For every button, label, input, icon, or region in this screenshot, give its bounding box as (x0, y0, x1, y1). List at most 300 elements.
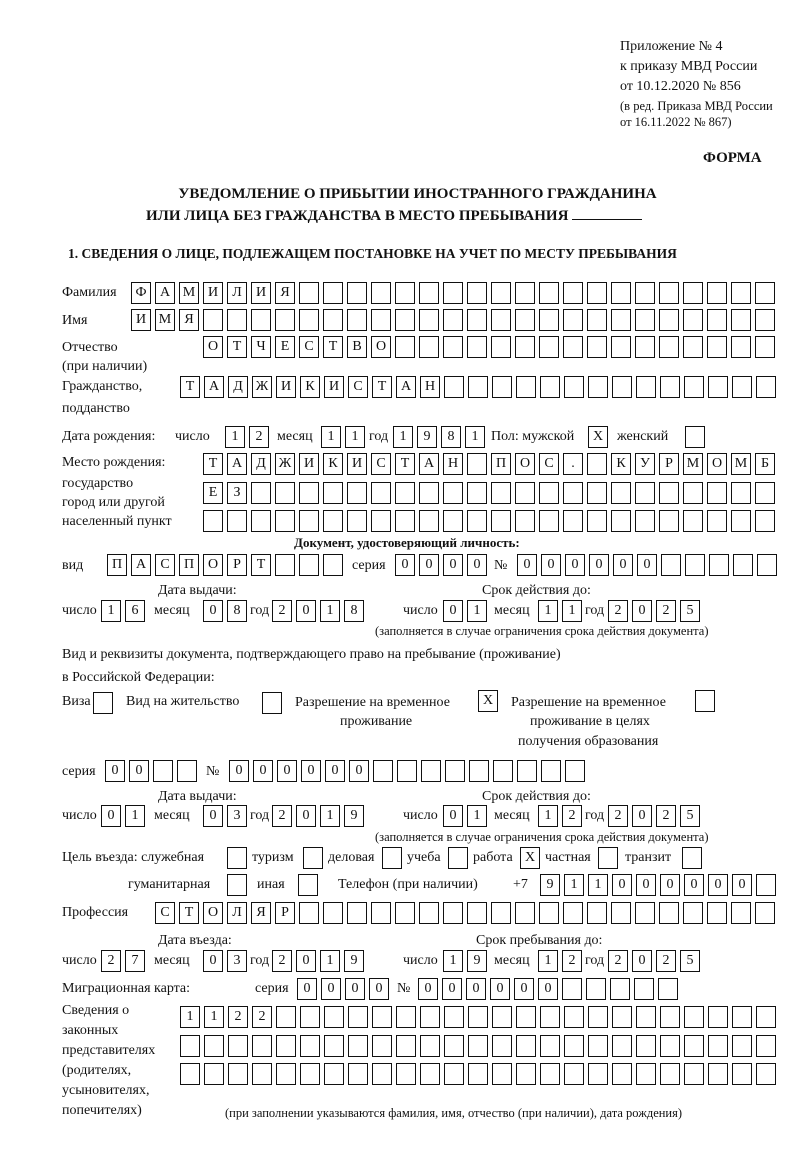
checkbox-cell[interactable] (227, 874, 247, 896)
char-cell[interactable] (539, 510, 559, 532)
char-cell[interactable] (467, 453, 487, 475)
char-cell[interactable] (755, 282, 775, 304)
char-cell[interactable] (540, 1035, 560, 1057)
char-cell[interactable] (300, 1006, 320, 1028)
char-cell[interactable] (564, 1006, 584, 1028)
char-cell[interactable] (732, 376, 752, 398)
char-cell[interactable] (300, 1063, 320, 1085)
char-cell[interactable]: 1 (465, 426, 485, 448)
char-cell[interactable]: 3 (227, 805, 247, 827)
char-cell[interactable] (683, 482, 703, 504)
char-cell[interactable]: 1 (321, 426, 341, 448)
char-cell[interactable]: Д (228, 376, 248, 398)
char-cell[interactable] (587, 510, 607, 532)
char-cell[interactable]: С (299, 336, 319, 358)
char-cell[interactable]: 1 (538, 805, 558, 827)
char-cell[interactable]: 0 (296, 600, 316, 622)
char-cell[interactable] (707, 282, 727, 304)
char-cell[interactable] (564, 376, 584, 398)
char-cell[interactable] (203, 510, 223, 532)
char-cell[interactable] (299, 510, 319, 532)
char-cell[interactable] (323, 902, 343, 924)
char-cell[interactable]: А (227, 453, 247, 475)
char-cell[interactable]: 2 (101, 950, 121, 972)
char-cell[interactable] (731, 336, 751, 358)
char-cell[interactable] (372, 1006, 392, 1028)
char-cell[interactable]: А (419, 453, 439, 475)
char-cell[interactable]: 8 (227, 600, 247, 622)
char-cell[interactable] (755, 482, 775, 504)
char-cell[interactable] (564, 1035, 584, 1057)
char-cell[interactable] (565, 760, 585, 782)
char-cell[interactable]: 2 (272, 600, 292, 622)
char-cell[interactable]: 2 (228, 1006, 248, 1028)
checkbox-cell[interactable] (448, 847, 468, 869)
char-cell[interactable] (755, 510, 775, 532)
checkbox-cell[interactable] (382, 847, 402, 869)
char-cell[interactable] (612, 376, 632, 398)
char-cell[interactable] (707, 482, 727, 504)
char-cell[interactable] (708, 376, 728, 398)
char-cell[interactable] (683, 309, 703, 331)
char-cell[interactable] (516, 376, 536, 398)
char-cell[interactable] (421, 760, 441, 782)
char-cell[interactable] (611, 482, 631, 504)
char-cell[interactable]: 0 (538, 978, 558, 1000)
char-cell[interactable]: М (179, 282, 199, 304)
char-cell[interactable] (251, 510, 271, 532)
char-cell[interactable]: 1 (345, 426, 365, 448)
char-cell[interactable]: 5 (680, 950, 700, 972)
char-cell[interactable]: 1 (320, 805, 340, 827)
char-cell[interactable]: Т (203, 453, 223, 475)
char-cell[interactable] (227, 309, 247, 331)
char-cell[interactable]: Л (227, 282, 247, 304)
char-cell[interactable] (467, 482, 487, 504)
char-cell[interactable]: И (131, 309, 151, 331)
char-cell[interactable] (756, 1006, 776, 1028)
char-cell[interactable] (177, 760, 197, 782)
char-cell[interactable]: 2 (656, 805, 676, 827)
char-cell[interactable] (299, 309, 319, 331)
char-cell[interactable] (587, 453, 607, 475)
char-cell[interactable]: О (203, 336, 223, 358)
char-cell[interactable]: И (276, 376, 296, 398)
checkbox-cell[interactable] (685, 426, 705, 448)
char-cell[interactable] (419, 309, 439, 331)
char-cell[interactable] (563, 336, 583, 358)
char-cell[interactable] (443, 336, 463, 358)
char-cell[interactable] (347, 282, 367, 304)
char-cell[interactable] (228, 1063, 248, 1085)
char-cell[interactable]: 0 (129, 760, 149, 782)
char-cell[interactable]: 2 (562, 950, 582, 972)
char-cell[interactable]: 0 (253, 760, 273, 782)
char-cell[interactable]: А (396, 376, 416, 398)
char-cell[interactable]: 0 (632, 805, 652, 827)
char-cell[interactable]: 1 (393, 426, 413, 448)
char-cell[interactable] (397, 760, 417, 782)
char-cell[interactable]: 8 (344, 600, 364, 622)
char-cell[interactable]: И (299, 453, 319, 475)
char-cell[interactable]: 9 (344, 950, 364, 972)
char-cell[interactable] (371, 510, 391, 532)
char-cell[interactable]: К (611, 453, 631, 475)
char-cell[interactable] (634, 978, 654, 1000)
char-cell[interactable] (515, 309, 535, 331)
char-cell[interactable]: Е (275, 336, 295, 358)
char-cell[interactable]: 0 (684, 874, 704, 896)
char-cell[interactable]: 0 (636, 874, 656, 896)
char-cell[interactable] (419, 902, 439, 924)
char-cell[interactable] (683, 510, 703, 532)
char-cell[interactable] (468, 1063, 488, 1085)
char-cell[interactable] (372, 1035, 392, 1057)
char-cell[interactable] (491, 336, 511, 358)
char-cell[interactable]: 1 (204, 1006, 224, 1028)
char-cell[interactable] (731, 309, 751, 331)
char-cell[interactable]: 0 (514, 978, 534, 1000)
char-cell[interactable] (419, 482, 439, 504)
char-cell[interactable] (371, 482, 391, 504)
char-cell[interactable]: 0 (105, 760, 125, 782)
char-cell[interactable] (275, 554, 295, 576)
char-cell[interactable] (396, 1006, 416, 1028)
char-cell[interactable]: И (251, 282, 271, 304)
char-cell[interactable]: 0 (297, 978, 317, 1000)
char-cell[interactable]: 1 (588, 874, 608, 896)
char-cell[interactable] (251, 309, 271, 331)
char-cell[interactable] (371, 282, 391, 304)
char-cell[interactable]: 0 (467, 554, 487, 576)
char-cell[interactable] (493, 760, 513, 782)
char-cell[interactable] (467, 902, 487, 924)
char-cell[interactable]: П (179, 554, 199, 576)
char-cell[interactable] (395, 336, 415, 358)
char-cell[interactable] (732, 1063, 752, 1085)
char-cell[interactable] (516, 1006, 536, 1028)
char-cell[interactable] (731, 510, 751, 532)
char-cell[interactable] (491, 510, 511, 532)
char-cell[interactable] (372, 1063, 392, 1085)
char-cell[interactable] (180, 1063, 200, 1085)
char-cell[interactable] (228, 1035, 248, 1057)
char-cell[interactable]: Т (180, 376, 200, 398)
char-cell[interactable]: 0 (613, 554, 633, 576)
char-cell[interactable] (299, 482, 319, 504)
checkbox-cell[interactable]: X (478, 690, 498, 712)
char-cell[interactable] (515, 482, 535, 504)
char-cell[interactable]: 0 (301, 760, 321, 782)
char-cell[interactable] (732, 1006, 752, 1028)
char-cell[interactable]: С (155, 902, 175, 924)
char-cell[interactable]: М (731, 453, 751, 475)
char-cell[interactable]: С (155, 554, 175, 576)
char-cell[interactable]: 1 (320, 600, 340, 622)
char-cell[interactable] (539, 309, 559, 331)
char-cell[interactable]: О (371, 336, 391, 358)
char-cell[interactable] (204, 1063, 224, 1085)
char-cell[interactable] (611, 510, 631, 532)
char-cell[interactable]: 0 (565, 554, 585, 576)
char-cell[interactable] (373, 760, 393, 782)
char-cell[interactable] (683, 282, 703, 304)
char-cell[interactable] (492, 1035, 512, 1057)
char-cell[interactable] (731, 282, 751, 304)
char-cell[interactable]: 0 (321, 978, 341, 1000)
checkbox-cell[interactable]: X (588, 426, 608, 448)
char-cell[interactable] (611, 282, 631, 304)
char-cell[interactable] (587, 482, 607, 504)
char-cell[interactable] (588, 1035, 608, 1057)
char-cell[interactable] (563, 482, 583, 504)
char-cell[interactable]: И (203, 282, 223, 304)
char-cell[interactable]: Ж (252, 376, 272, 398)
char-cell[interactable] (252, 1035, 272, 1057)
char-cell[interactable]: 2 (608, 950, 628, 972)
char-cell[interactable] (395, 482, 415, 504)
char-cell[interactable] (539, 282, 559, 304)
char-cell[interactable] (491, 309, 511, 331)
char-cell[interactable] (685, 554, 705, 576)
char-cell[interactable] (540, 1063, 560, 1085)
char-cell[interactable] (251, 482, 271, 504)
char-cell[interactable] (371, 902, 391, 924)
char-cell[interactable] (323, 309, 343, 331)
char-cell[interactable]: 1 (564, 874, 584, 896)
char-cell[interactable] (323, 482, 343, 504)
char-cell[interactable] (755, 309, 775, 331)
char-cell[interactable] (755, 902, 775, 924)
checkbox-cell[interactable] (262, 692, 282, 714)
char-cell[interactable]: Т (395, 453, 415, 475)
char-cell[interactable] (396, 1063, 416, 1085)
char-cell[interactable]: 2 (608, 600, 628, 622)
char-cell[interactable] (541, 760, 561, 782)
char-cell[interactable]: 9 (540, 874, 560, 896)
char-cell[interactable] (469, 760, 489, 782)
checkbox-cell[interactable] (93, 692, 113, 714)
char-cell[interactable]: 0 (443, 805, 463, 827)
char-cell[interactable] (587, 309, 607, 331)
char-cell[interactable] (755, 336, 775, 358)
char-cell[interactable]: 8 (441, 426, 461, 448)
checkbox-cell[interactable]: X (520, 847, 540, 869)
char-cell[interactable] (323, 554, 343, 576)
char-cell[interactable] (467, 510, 487, 532)
char-cell[interactable] (660, 1006, 680, 1028)
char-cell[interactable]: 0 (203, 950, 223, 972)
char-cell[interactable]: И (347, 453, 367, 475)
char-cell[interactable] (683, 902, 703, 924)
char-cell[interactable]: 2 (608, 805, 628, 827)
char-cell[interactable] (395, 282, 415, 304)
char-cell[interactable] (516, 1063, 536, 1085)
char-cell[interactable] (444, 1063, 464, 1085)
char-cell[interactable] (684, 1035, 704, 1057)
place-type-blank[interactable] (572, 207, 642, 220)
char-cell[interactable] (539, 902, 559, 924)
char-cell[interactable]: 0 (637, 554, 657, 576)
char-cell[interactable] (707, 336, 727, 358)
char-cell[interactable]: 0 (660, 874, 680, 896)
char-cell[interactable] (588, 1006, 608, 1028)
char-cell[interactable]: 2 (272, 805, 292, 827)
char-cell[interactable] (347, 482, 367, 504)
char-cell[interactable] (708, 1006, 728, 1028)
char-cell[interactable] (659, 510, 679, 532)
char-cell[interactable] (659, 902, 679, 924)
char-cell[interactable] (492, 1006, 512, 1028)
char-cell[interactable]: П (107, 554, 127, 576)
char-cell[interactable] (659, 482, 679, 504)
char-cell[interactable]: 1 (443, 950, 463, 972)
char-cell[interactable]: 7 (125, 950, 145, 972)
char-cell[interactable]: 2 (656, 600, 676, 622)
char-cell[interactable] (420, 1006, 440, 1028)
char-cell[interactable]: 0 (541, 554, 561, 576)
char-cell[interactable] (756, 1035, 776, 1057)
char-cell[interactable] (443, 482, 463, 504)
char-cell[interactable]: А (131, 554, 151, 576)
char-cell[interactable]: Н (443, 453, 463, 475)
char-cell[interactable]: 0 (632, 600, 652, 622)
char-cell[interactable]: Н (420, 376, 440, 398)
char-cell[interactable]: 6 (125, 600, 145, 622)
char-cell[interactable] (708, 1063, 728, 1085)
char-cell[interactable]: 0 (277, 760, 297, 782)
char-cell[interactable]: 0 (101, 805, 121, 827)
char-cell[interactable] (635, 309, 655, 331)
char-cell[interactable] (756, 376, 776, 398)
char-cell[interactable]: Р (227, 554, 247, 576)
char-cell[interactable] (467, 282, 487, 304)
char-cell[interactable] (539, 336, 559, 358)
char-cell[interactable] (468, 1006, 488, 1028)
char-cell[interactable] (516, 1035, 536, 1057)
char-cell[interactable]: 3 (227, 950, 247, 972)
char-cell[interactable] (395, 510, 415, 532)
checkbox-cell[interactable] (303, 847, 323, 869)
char-cell[interactable] (515, 336, 535, 358)
char-cell[interactable] (659, 336, 679, 358)
char-cell[interactable]: Я (179, 309, 199, 331)
char-cell[interactable]: 9 (417, 426, 437, 448)
char-cell[interactable] (588, 376, 608, 398)
char-cell[interactable]: З (227, 482, 247, 504)
char-cell[interactable]: Я (275, 282, 295, 304)
char-cell[interactable] (443, 282, 463, 304)
char-cell[interactable] (347, 902, 367, 924)
char-cell[interactable] (563, 902, 583, 924)
char-cell[interactable]: 1 (125, 805, 145, 827)
char-cell[interactable] (276, 1035, 296, 1057)
char-cell[interactable] (275, 482, 295, 504)
char-cell[interactable] (635, 482, 655, 504)
char-cell[interactable]: 5 (680, 600, 700, 622)
char-cell[interactable] (539, 482, 559, 504)
char-cell[interactable] (563, 309, 583, 331)
char-cell[interactable] (299, 554, 319, 576)
char-cell[interactable] (347, 510, 367, 532)
char-cell[interactable] (227, 510, 247, 532)
char-cell[interactable]: 1 (180, 1006, 200, 1028)
char-cell[interactable]: К (323, 453, 343, 475)
char-cell[interactable]: 1 (467, 805, 487, 827)
char-cell[interactable]: С (371, 453, 391, 475)
char-cell[interactable]: О (515, 453, 535, 475)
checkbox-cell[interactable] (695, 690, 715, 712)
char-cell[interactable] (756, 874, 776, 896)
char-cell[interactable]: Т (179, 902, 199, 924)
char-cell[interactable] (419, 336, 439, 358)
char-cell[interactable] (563, 510, 583, 532)
checkbox-cell[interactable] (598, 847, 618, 869)
char-cell[interactable] (275, 309, 295, 331)
char-cell[interactable] (733, 554, 753, 576)
char-cell[interactable] (684, 376, 704, 398)
char-cell[interactable] (444, 1035, 464, 1057)
char-cell[interactable] (467, 309, 487, 331)
char-cell[interactable] (348, 1006, 368, 1028)
char-cell[interactable] (324, 1035, 344, 1057)
char-cell[interactable] (661, 554, 681, 576)
char-cell[interactable]: М (155, 309, 175, 331)
char-cell[interactable] (515, 510, 535, 532)
char-cell[interactable] (491, 282, 511, 304)
checkbox-cell[interactable] (682, 847, 702, 869)
char-cell[interactable] (707, 510, 727, 532)
char-cell[interactable] (612, 1063, 632, 1085)
char-cell[interactable]: О (203, 902, 223, 924)
char-cell[interactable] (515, 902, 535, 924)
char-cell[interactable] (323, 510, 343, 532)
char-cell[interactable] (445, 760, 465, 782)
char-cell[interactable] (492, 1063, 512, 1085)
char-cell[interactable]: Т (227, 336, 247, 358)
char-cell[interactable]: 9 (344, 805, 364, 827)
char-cell[interactable] (611, 336, 631, 358)
char-cell[interactable] (757, 554, 777, 576)
char-cell[interactable]: 0 (203, 600, 223, 622)
char-cell[interactable] (180, 1035, 200, 1057)
char-cell[interactable] (276, 1063, 296, 1085)
char-cell[interactable]: 0 (325, 760, 345, 782)
char-cell[interactable] (395, 902, 415, 924)
char-cell[interactable]: О (203, 554, 223, 576)
char-cell[interactable]: Т (251, 554, 271, 576)
char-cell[interactable] (610, 978, 630, 1000)
char-cell[interactable] (347, 309, 367, 331)
char-cell[interactable]: 1 (467, 600, 487, 622)
char-cell[interactable] (684, 1063, 704, 1085)
char-cell[interactable]: А (155, 282, 175, 304)
char-cell[interactable]: 1 (562, 600, 582, 622)
char-cell[interactable]: Я (251, 902, 271, 924)
char-cell[interactable] (371, 309, 391, 331)
char-cell[interactable]: 0 (369, 978, 389, 1000)
char-cell[interactable]: 0 (229, 760, 249, 782)
char-cell[interactable] (707, 902, 727, 924)
char-cell[interactable] (443, 902, 463, 924)
char-cell[interactable]: 0 (517, 554, 537, 576)
char-cell[interactable] (300, 1035, 320, 1057)
char-cell[interactable]: . (563, 453, 583, 475)
char-cell[interactable] (492, 376, 512, 398)
char-cell[interactable]: Д (251, 453, 271, 475)
char-cell[interactable] (562, 978, 582, 1000)
char-cell[interactable] (587, 282, 607, 304)
